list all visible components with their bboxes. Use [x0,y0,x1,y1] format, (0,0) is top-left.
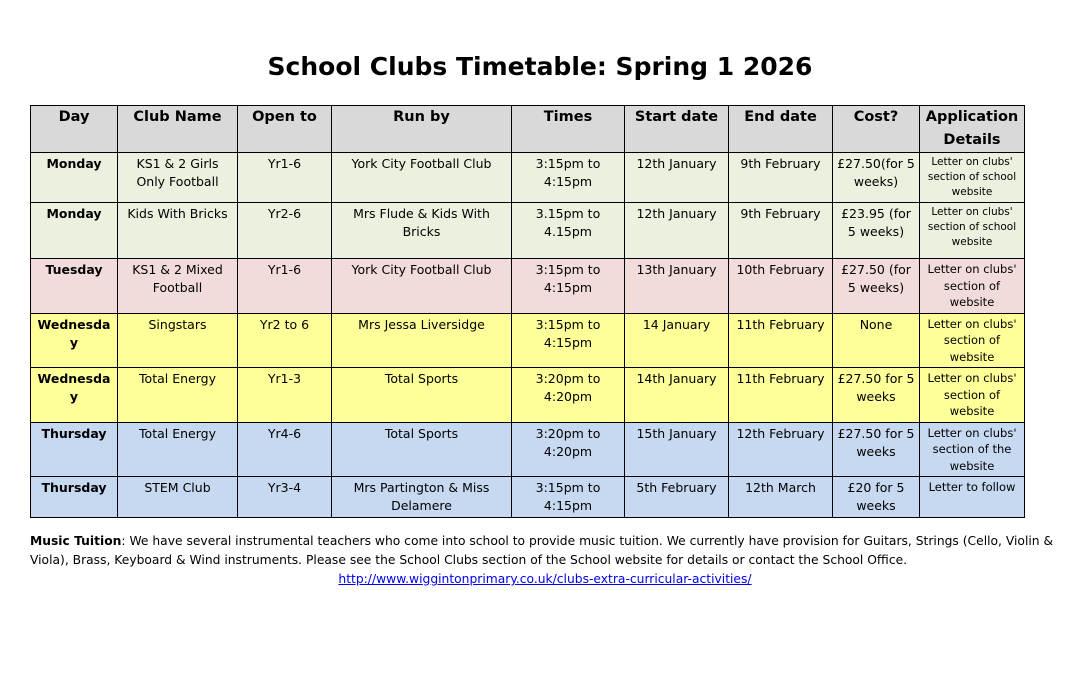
times-cell: 3:20pm to 4:20pm [512,368,625,423]
times-cell: 3:15pm to 4:15pm [512,259,625,314]
end-date-cell: 12th February [729,422,833,477]
times-cell: 3:20pm to 4:20pm [512,422,625,477]
day-cell: Wednesday [31,313,118,368]
end-date-cell: 9th February [729,203,833,259]
page-title: School Clubs Timetable: Spring 1 2026 [267,52,813,81]
application-details-cell: Letter to follow [920,477,1025,518]
column-header: Cost? [833,106,920,153]
club-name-cell: KS1 & 2 Mixed Football [118,259,238,314]
cost-cell: £20 for 5 weeks [833,477,920,518]
day-cell: Tuesday [31,259,118,314]
day-cell: Monday [31,203,118,259]
column-header: Run by [332,106,512,153]
start-date-cell: 14th January [625,368,729,423]
table-row [31,477,1025,518]
table-row [31,153,1025,203]
start-date-cell: 14 January [625,313,729,368]
start-date-cell: 13th January [625,259,729,314]
table-row [31,259,1025,314]
open-to-cell: Yr3-4 [238,477,332,518]
open-to-cell: Yr1-3 [238,368,332,423]
cost-cell: £27.50 for 5 weeks [833,368,920,423]
day-cell: Thursday [31,422,118,477]
application-details-cell: Letter on clubs' section of website [920,313,1025,368]
clubs-website-link[interactable]: http://www.wiggintonprimary.co.uk/clubs-extra-curricular-activities/ [338,572,752,586]
cost-cell: None [833,313,920,368]
table-row [31,368,1025,423]
end-date-cell: 11th February [729,313,833,368]
table-row [31,203,1025,259]
start-date-cell: 12th January [625,153,729,203]
cost-cell: £27.50 (for 5 weeks) [833,259,920,314]
times-cell: 3:15pm to 4:15pm [512,313,625,368]
times-cell: 3:15pm to 4:15pm [512,153,625,203]
open-to-cell: Yr1-6 [238,153,332,203]
table-row [31,313,1025,368]
end-date-cell: 10th February [729,259,833,314]
column-header: End date [729,106,833,153]
application-details-cell: Letter on clubs' section of website [920,368,1025,423]
run-by-cell: York City Football Club [332,153,512,203]
day-cell: Monday [31,153,118,203]
music-tuition-text: : We have several instrumental teachers who come into school to provide music tuition. We currently have provision for Guitars, Strings (Cello, Violin & Viola), Brass, Keyboard & Wind instruments. Please see the School Clubs section of the School website for details or contact the School Office. [30,534,1054,567]
music-tuition-label: Music Tuition [30,534,122,548]
cost-cell: £27.50 for 5 weeks [833,422,920,477]
application-details-cell: Letter on clubs' section of website [920,259,1025,314]
open-to-cell: Yr2-6 [238,203,332,259]
start-date-cell: 5th February [625,477,729,518]
column-header: Times [512,106,625,153]
run-by-cell: Total Sports [332,368,512,423]
end-date-cell: 12th March [729,477,833,518]
club-name-cell: STEM Club [118,477,238,518]
run-by-cell: Mrs Partington & Miss Delamere [332,477,512,518]
day-cell: Thursday [31,477,118,518]
music-tuition-note [30,532,1060,589]
start-date-cell: 15th January [625,422,729,477]
club-name-cell: Kids With Bricks [118,203,238,259]
open-to-cell: Yr1-6 [238,259,332,314]
column-header: Day [31,106,118,153]
column-header: Open to [238,106,332,153]
application-details-cell: Letter on clubs' section of school website [920,203,1025,259]
club-name-cell: KS1 & 2 Girls Only Football [118,153,238,203]
run-by-cell: Mrs Jessa Liversidge [332,313,512,368]
run-by-cell: York City Football Club [332,259,512,314]
end-date-cell: 9th February [729,153,833,203]
club-name-cell: Total Energy [118,368,238,423]
column-header: Start date [625,106,729,153]
application-details-cell: Letter on clubs' section of the website [920,422,1025,477]
open-to-cell: Yr2 to 6 [238,313,332,368]
club-name-cell: Singstars [118,313,238,368]
table-row [31,422,1025,477]
run-by-cell: Mrs Flude & Kids With Bricks [332,203,512,259]
application-details-cell: Letter on clubs' section of school website [920,153,1025,203]
times-cell: 3:15pm to 4:15pm [512,477,625,518]
times-cell: 3.15pm to 4.15pm [512,203,625,259]
end-date-cell: 11th February [729,368,833,423]
column-header: Application Details [920,106,1025,153]
open-to-cell: Yr4-6 [238,422,332,477]
club-name-cell: Total Energy [118,422,238,477]
clubs-timetable [30,105,1025,518]
run-by-cell: Total Sports [332,422,512,477]
table-header-row [31,106,1025,153]
day-cell: Wednesday [31,368,118,423]
cost-cell: £23.95 (for 5 weeks) [833,203,920,259]
cost-cell: £27.50(for 5 weeks) [833,153,920,203]
start-date-cell: 12th January [625,203,729,259]
column-header: Club Name [118,106,238,153]
